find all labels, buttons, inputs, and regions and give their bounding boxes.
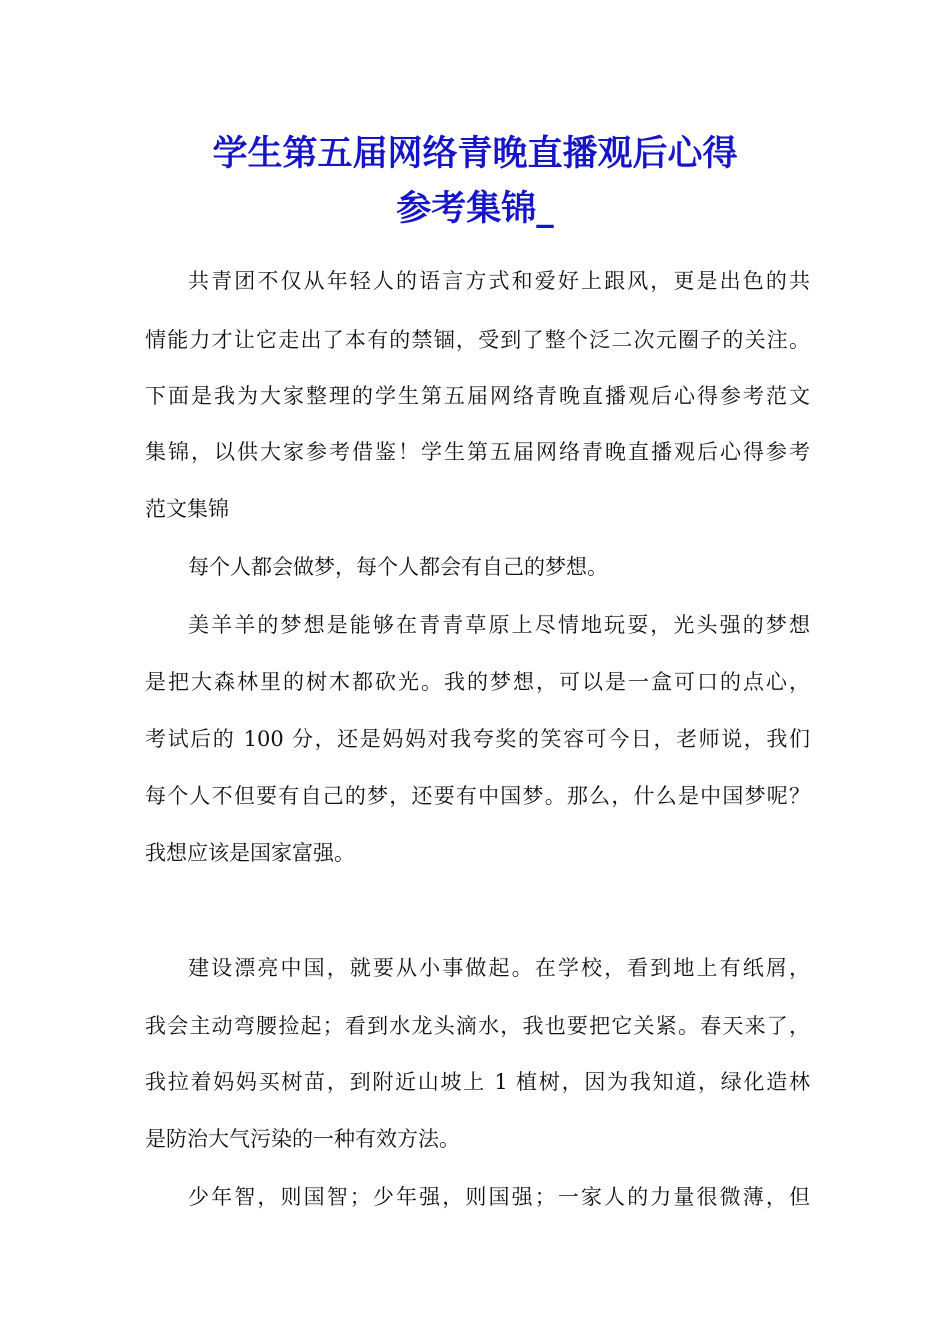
document-title-line-1: 学生第五届网络青晚直播观后心得	[212, 133, 738, 174]
paragraph-line: 每个人都会做梦，每个人都会有自己的梦想。	[188, 555, 608, 579]
paragraph-line: 情能力才让它走出了本有的禁锢，受到了整个泛二次元圈子的关注。	[145, 328, 810, 352]
paragraph-line: 范文集锦	[145, 497, 229, 521]
paragraph-line: 我想应该是国家富强。	[145, 841, 355, 865]
paragraph-line: 下面是我为大家整理的学生第五届网络青晚直播观后心得参考范文	[145, 384, 810, 408]
paragraph-line: 考试后的 100 分，还是妈妈对我夸奖的笑容可今日，老师说，我们	[145, 727, 810, 751]
paragraph-line: 我会主动弯腰捡起；看到水龙头滴水，我也要把它关紧。春天来了，	[145, 1014, 810, 1038]
paragraph-line: 美羊羊的梦想是能够在青青草原上尽情地玩耍，光头强的梦想	[188, 613, 810, 637]
paragraph-line: 建设漂亮中国，就要从小事做起。在学校，看到地上有纸屑，	[188, 956, 810, 980]
paragraph-line: 每个人不但要有自己的梦，还要有中国梦。那么，什么是中国梦呢？	[145, 784, 810, 808]
paragraph-line: 是防治大气污染的一种有效方法。	[145, 1127, 460, 1151]
paragraph-line: 我拉着妈妈买树苗，到附近山坡上 1 植树，因为我知道，绿化造林	[145, 1070, 810, 1094]
paragraph-line: 共青团不仅从年轻人的语言方式和爱好上跟风，更是出色的共	[188, 269, 810, 293]
paragraph-line: 少年智，则国智；少年强，则国强；一家人的力量很微薄，但	[188, 1185, 810, 1209]
paragraph-line: 集锦，以供大家参考借鉴！学生第五届网络青晚直播观后心得参考	[145, 440, 810, 464]
document-title-line-2: 参考集锦_	[396, 188, 554, 229]
paragraph-line: 是把大森林里的树木都砍光。我的梦想，可以是一盒可口的点心，	[145, 670, 810, 694]
